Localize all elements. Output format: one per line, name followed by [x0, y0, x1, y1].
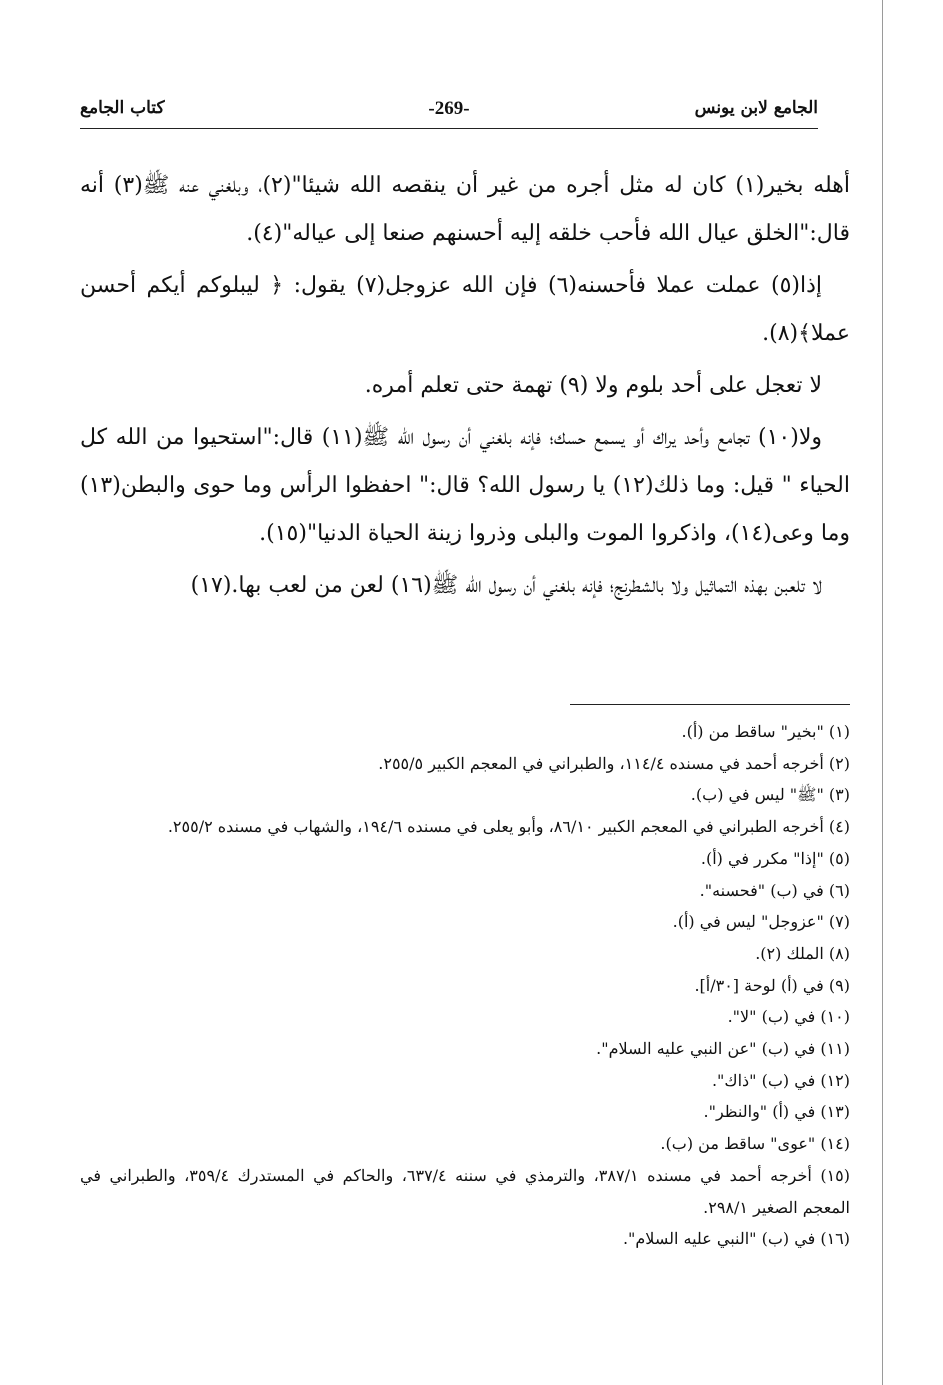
footnote: (١٢) في (ب) "ذاك". [711, 1070, 850, 1090]
footnote: (١٤) "عوى" ساقط من (ب). [660, 1134, 850, 1154]
paragraph: إذا(٥) عملت عملا فأحسنه(٦) فإن الله عزوجل(٧) يقول: ﴿ ليبلوكم أيكم أحسن عملا﴾(٨). [80, 273, 850, 346]
footnote: (٥) "إذا" مكرر في (أ). [700, 848, 850, 868]
footnotes-list [80, 716, 850, 1255]
footnote: (١٣) في (أ) "والنظر". [703, 1102, 850, 1122]
page-number: -269- [428, 98, 470, 119]
main-text [80, 162, 850, 614]
footnote-separator [570, 704, 850, 705]
paragraph: لا تعجل على أحد بلوم ولا (٩) تهمة حتى تعلم أمره. [364, 373, 822, 398]
running-header [80, 96, 818, 129]
footnote: (٩) في (أ) لوحة [٣٠/أ]. [694, 975, 850, 995]
paragraph: أهله بخير(١) كان له مثل أجره من غير أن ينقصه الله شيئا"(٢)، وبلغني عنه ﷺ(٣) أنه قال:"الخلق عيال الله فأحب خلقه إليه أحسنهم صنعا إلى عياله"(٤). [80, 173, 850, 246]
footnote: (٨) الملك (٢). [755, 943, 850, 963]
footnote: (١٠) في (ب) "لا". [727, 1007, 850, 1027]
footnote: (١٥) أخرجه أحمد في مسنده ٣٨٧/١، والترمذي في سننه ٦٣٧/٤، والحاكم في المستدرك ٣٥٩/٤، والطبراني في المعجم الصغير ٢٩٨/١. [80, 1165, 850, 1217]
chapter-title: كتاب الجامع [80, 98, 165, 118]
footnote: (١) "بخير" ساقط من (أ). [681, 722, 850, 741]
book-title: الجامع لابن يونس [694, 98, 818, 118]
footnote: (١٦) في (ب) "النبي عليه السلام". [622, 1229, 850, 1249]
footnote: (٧) "عزوجل" ليس في (أ). [672, 912, 850, 932]
footnote: (٤) أخرجه الطبراني في المعجم الكبير ٨٦/١٠، وأبو يعلى في مسنده ١٩٤/٦، والشهاب في مسنده ٢٥٥/٢. [167, 817, 850, 837]
footnote: (١١) في (ب) "عن النبي عليه السلام". [596, 1039, 850, 1059]
page-edge-line [882, 0, 883, 1385]
footnote: (٦) في (ب) "فحسنه". [699, 880, 850, 900]
footnote: (٢) أخرجه أحمد في مسنده ١١٤/٤، والطبراني في المعجم الكبير ٢٥٥/٥. [378, 753, 850, 773]
paragraph: ولا(١٠) تجامع وأحد يراك أو يسمع حسك؛ فإنه بلغني أن رسول الله ﷺ(١١) قال:"استحيوا من الله كل الحياء " قيل: وما ذلك(١٢) يا رسول الله؟ قال:" احفظوا الرأس وما حوى والبطن(١٣) وما وعى(١٤)، واذكروا الموت والبلى وذروا زينة الحياة الدنيا"(١٥). [80, 425, 850, 546]
footnote: (٣) "ﷺ" ليس في (ب). [690, 785, 850, 805]
paragraph: لا تلعبن بهذه التماثيل ولا بالشطرنج؛ فإنه بلغني أن رسول الله ﷺ(١٦) لعن من لعب بها.(١٧) [190, 573, 822, 598]
